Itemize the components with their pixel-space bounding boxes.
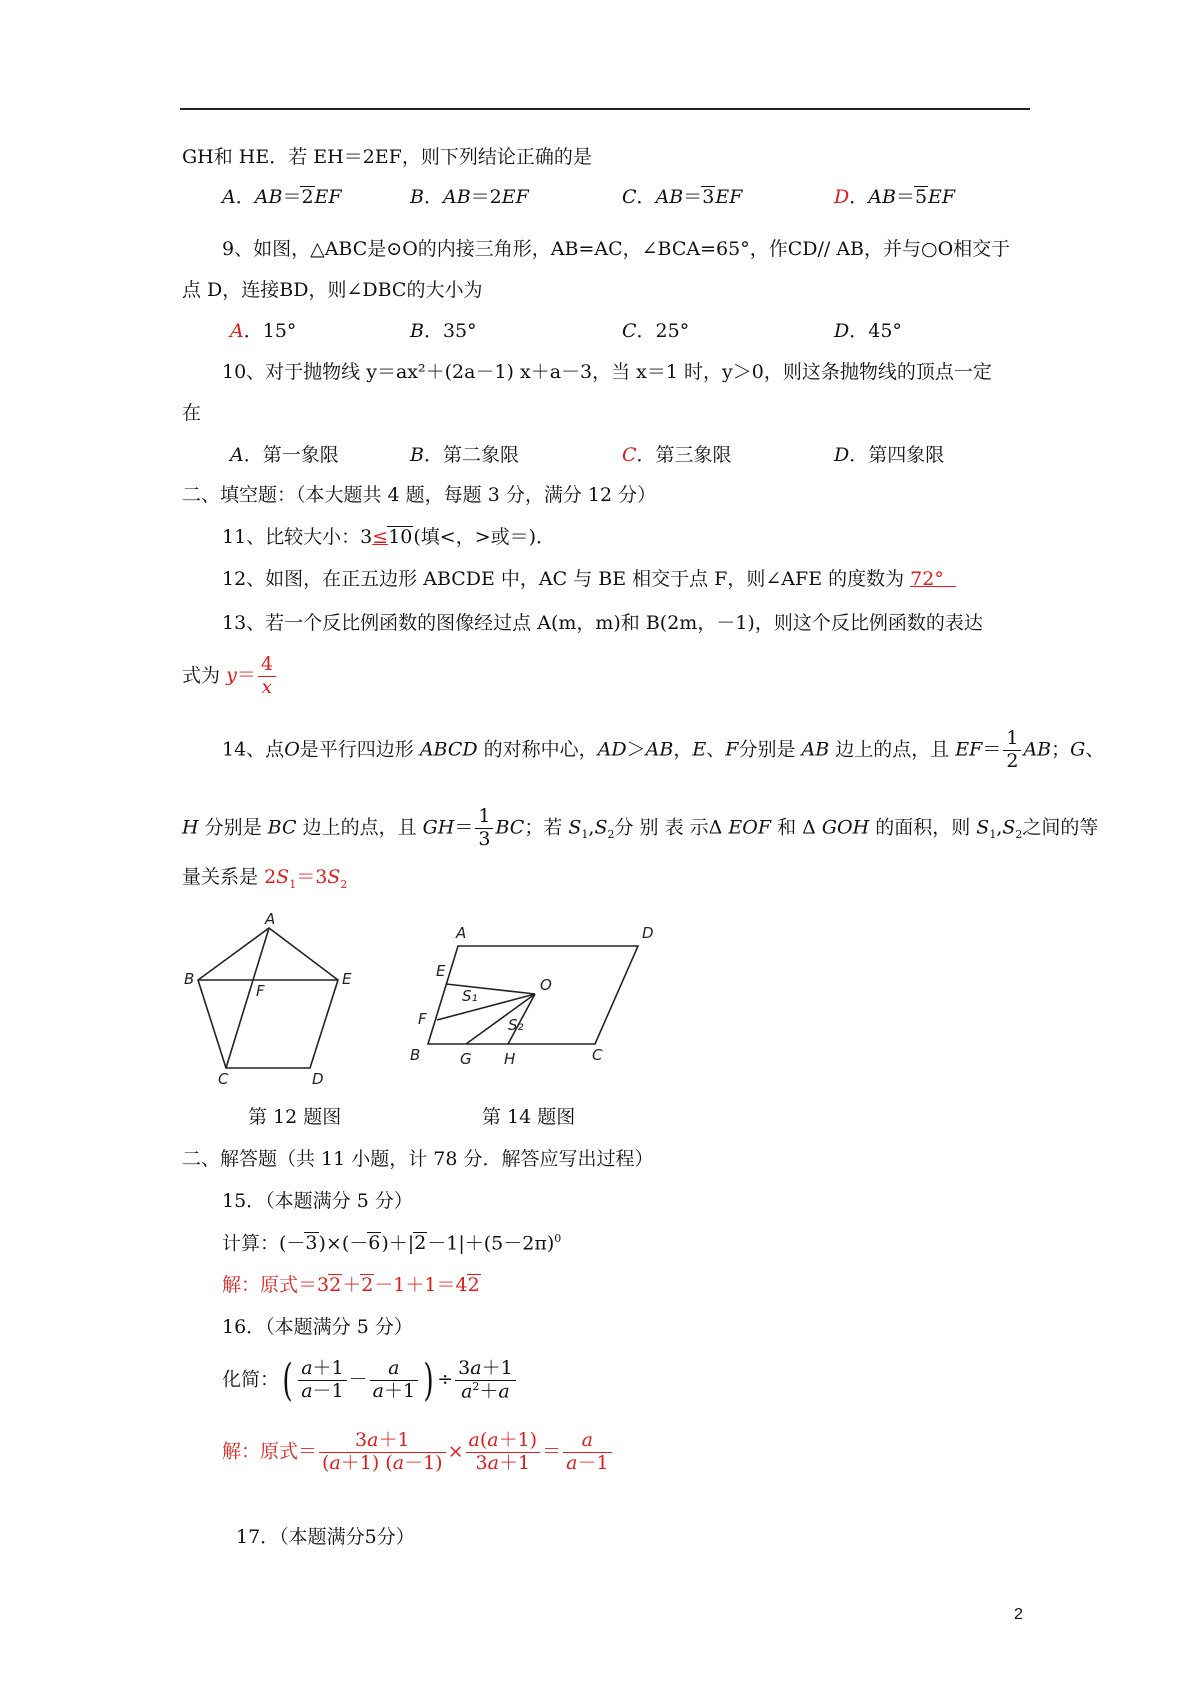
q9-line1: 9、如图，△ABC是⊙O的内接三角形，AB=AC，∠BCA=65°，作CD// AB，并与○O相交于 xyxy=(222,238,1011,260)
fig12-label-d: D xyxy=(312,1070,324,1087)
q11: 11、比较大小：3≤10(填<，>或＝)． xyxy=(222,526,556,548)
fig14-label-a: A xyxy=(456,924,467,942)
q15-solution: 解：原式＝32＋2－1＋1＝42 xyxy=(222,1274,480,1296)
q9-option-d: D．45° xyxy=(834,320,902,342)
q13-line1: 13、若一个反比例函数的图像经过点 A(m，m)和 B(2m，－1)，则这个反比例函数的表达 xyxy=(222,612,983,634)
fig12-label-a: A xyxy=(265,912,276,928)
section2-title: 二、填空题：（本大题共 4 题，每题 3 分，满分 12 分） xyxy=(182,484,657,506)
q8-option-d: D．AB＝5EF xyxy=(834,186,956,208)
q9-option-c: C．25° xyxy=(622,320,690,342)
fig14-label-h: H xyxy=(504,1050,516,1068)
q16-solution: 解：原式＝ $\frac{3a+1}{(a+1) (a-1)}$ × $\frac{a(a+1)}{3a+1}$ ＝ $\frac{a}{a-1}$ xyxy=(222,1430,614,1475)
fig14-label-f: F xyxy=(418,1010,427,1028)
q9-option-b: B．35° xyxy=(410,320,477,342)
header-rule xyxy=(180,108,1030,110)
q14-line3: 量关系是 $2S_1=3S_2$ xyxy=(182,866,348,891)
fig14-label-e: E xyxy=(436,962,446,980)
q12: 12、如图，在正五边形 ABCDE 中，AC 与 BE 相交于点 F，则∠AFE 的度数为 72° xyxy=(222,568,944,590)
q16-header: 16．（本题满分 5 分） xyxy=(222,1316,413,1338)
section3-title: 二、解答题（共 11 小题，计 78 分．解答应写出过程） xyxy=(182,1148,654,1170)
q10-option-b: B．第二象限 xyxy=(410,444,519,466)
q14-line1: 14、点O是平行四边形 ABCD 的对称中心，AD＞AB，E、F分别是 AB 边上的点，且 EF＝ $\frac{1}{2}$ AB；G、 xyxy=(222,727,1105,772)
q8-option-b: B．AB＝2EF xyxy=(410,186,529,208)
q13-answer: y＝ $\frac{4}{x}$ xyxy=(226,664,278,686)
q16-task: 化简：( $\frac{a+1}{a-1}$ － $\frac{a}{a+1}$ ) ÷ $\frac{3a+1}{a^2+a}$ xyxy=(222,1358,518,1403)
q11-answer: ≤ xyxy=(372,526,389,548)
q13-line2: 式为 y＝ $\frac{4}{x}$ xyxy=(182,654,278,699)
q15-header: 15．（本题满分 5 分） xyxy=(222,1190,413,1212)
fig14-label-o: O xyxy=(540,976,552,994)
q14-line2: H 分别是 BC 边上的点，且 GH＝ $\frac{1}{3}$ BC；若 $S_1,S_2$分 别 表 示Δ EOF 和 Δ GOH 的面积，则 $S_1,S_2$之间的等 xyxy=(182,805,1099,850)
fig14-caption: 第 14 题图 xyxy=(482,1106,576,1128)
figure-12-pentagon xyxy=(182,912,362,1087)
fig14-label-s2: S₂ xyxy=(508,1016,524,1034)
q8-option-c: C．AB＝3EF xyxy=(622,186,743,208)
fig12-label-b: B xyxy=(184,970,195,988)
q15-task: 计算：$(-3)\times(-6)+|2-1|+(5-2\pi)^0$ xyxy=(222,1232,562,1255)
q8-tail: GH和 HE．若 EH＝2EF，则下列结论正确的是 xyxy=(182,146,592,168)
fig12-label-f: F xyxy=(256,982,265,1000)
q17-header: 17．（本题满分5分） xyxy=(236,1526,415,1548)
page-number: 2 xyxy=(1014,1606,1023,1623)
q9-option-a: A．15° xyxy=(230,320,297,342)
q9-line2: 点 D，连接BD，则∠DBC的大小为 xyxy=(182,279,483,301)
fig12-caption: 第 12 题图 xyxy=(248,1106,342,1128)
q10-line1: 10、对于抛物线 y＝ax²＋(2a－1) x＋a－3，当 x＝1 时，y＞0，则这条抛物线的顶点一定 xyxy=(222,361,992,383)
q10-line2: 在 xyxy=(182,402,202,424)
fig14-label-d: D xyxy=(642,924,654,942)
q10-option-d: D．第四象限 xyxy=(834,444,945,466)
fig12-label-e: E xyxy=(342,970,352,988)
q10-option-c: C．第三象限 xyxy=(622,444,732,466)
fig12-label-c: C xyxy=(218,1070,229,1087)
fig14-label-b: B xyxy=(410,1046,421,1064)
q10-option-a: A．第一象限 xyxy=(230,444,339,466)
q8-option-a: A．AB＝2EF xyxy=(222,186,342,208)
q12-answer: 72° xyxy=(910,568,944,590)
q14-answer: $2S_1=3S_2$ xyxy=(264,866,348,891)
fig14-label-g: G xyxy=(460,1050,472,1068)
figure-14-parallelogram xyxy=(400,924,670,1084)
fig14-label-c: C xyxy=(592,1046,603,1064)
fig14-label-s1: S₁ xyxy=(462,987,478,1005)
